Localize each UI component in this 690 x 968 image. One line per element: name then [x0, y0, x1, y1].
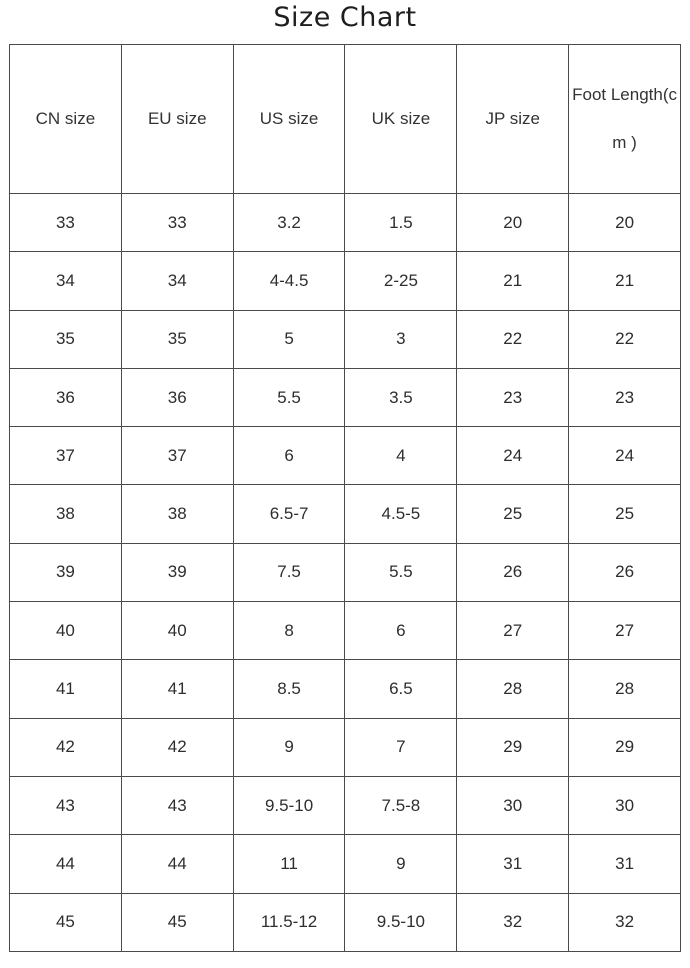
cell-foot-length: 25 [569, 485, 681, 543]
cell-us-size: 6 [233, 427, 345, 485]
cell-uk-size: 6.5 [345, 660, 457, 718]
table-row [10, 660, 681, 718]
cell-cn-size: 33 [10, 194, 122, 252]
cell-jp-size: 22 [457, 310, 569, 368]
cell-uk-size: 4 [345, 427, 457, 485]
cell-us-size: 9.5-10 [233, 776, 345, 834]
cell-foot-length: 28 [569, 660, 681, 718]
cell-foot-length: 23 [569, 368, 681, 426]
cell-foot-length: 32 [569, 893, 681, 951]
cell-us-size: 7.5 [233, 543, 345, 601]
table-row [10, 310, 681, 368]
cell-eu-size: 42 [121, 718, 233, 776]
table-header-row [10, 45, 681, 194]
cell-uk-size: 9 [345, 835, 457, 893]
cell-jp-size: 30 [457, 776, 569, 834]
cell-uk-size: 7 [345, 718, 457, 776]
cell-us-size: 11.5-12 [233, 893, 345, 951]
cell-us-size: 11 [233, 835, 345, 893]
cell-eu-size: 38 [121, 485, 233, 543]
cell-us-size: 5.5 [233, 368, 345, 426]
cell-us-size: 9 [233, 718, 345, 776]
table-body [10, 194, 681, 952]
cell-eu-size: 41 [121, 660, 233, 718]
cell-cn-size: 38 [10, 485, 122, 543]
cell-jp-size: 27 [457, 602, 569, 660]
cell-cn-size: 44 [10, 835, 122, 893]
header-us-size: US size [233, 45, 345, 194]
cell-uk-size: 1.5 [345, 194, 457, 252]
cell-cn-size: 36 [10, 368, 122, 426]
cell-foot-length: 27 [569, 602, 681, 660]
cell-eu-size: 37 [121, 427, 233, 485]
table-row [10, 485, 681, 543]
cell-cn-size: 42 [10, 718, 122, 776]
cell-foot-length: 26 [569, 543, 681, 601]
cell-cn-size: 34 [10, 252, 122, 310]
cell-jp-size: 26 [457, 543, 569, 601]
cell-cn-size: 37 [10, 427, 122, 485]
table-row [10, 543, 681, 601]
cell-cn-size: 41 [10, 660, 122, 718]
table-row [10, 427, 681, 485]
cell-cn-size: 35 [10, 310, 122, 368]
table-row [10, 835, 681, 893]
cell-foot-length: 21 [569, 252, 681, 310]
cell-eu-size: 40 [121, 602, 233, 660]
size-chart-table [9, 44, 681, 952]
cell-jp-size: 31 [457, 835, 569, 893]
header-uk-size: UK size [345, 45, 457, 194]
cell-eu-size: 39 [121, 543, 233, 601]
header-foot-length-label: Foot Length(cm ) [572, 85, 678, 152]
table-row [10, 194, 681, 252]
cell-eu-size: 33 [121, 194, 233, 252]
cell-us-size: 8.5 [233, 660, 345, 718]
cell-uk-size: 7.5-8 [345, 776, 457, 834]
cell-eu-size: 45 [121, 893, 233, 951]
cell-jp-size: 21 [457, 252, 569, 310]
header-cn-size: CN size [10, 45, 122, 194]
cell-us-size: 6.5-7 [233, 485, 345, 543]
cell-jp-size: 24 [457, 427, 569, 485]
cell-foot-length: 30 [569, 776, 681, 834]
cell-eu-size: 44 [121, 835, 233, 893]
cell-cn-size: 40 [10, 602, 122, 660]
table-row [10, 893, 681, 951]
cell-jp-size: 28 [457, 660, 569, 718]
cell-jp-size: 20 [457, 194, 569, 252]
cell-jp-size: 32 [457, 893, 569, 951]
cell-uk-size: 5.5 [345, 543, 457, 601]
cell-us-size: 4-4.5 [233, 252, 345, 310]
table-row [10, 368, 681, 426]
cell-jp-size: 25 [457, 485, 569, 543]
table-row [10, 252, 681, 310]
page-title: Size Chart [273, 2, 417, 33]
cell-uk-size: 9.5-10 [345, 893, 457, 951]
cell-uk-size: 2-25 [345, 252, 457, 310]
cell-jp-size: 29 [457, 718, 569, 776]
cell-foot-length: 22 [569, 310, 681, 368]
cell-uk-size: 6 [345, 602, 457, 660]
cell-cn-size: 43 [10, 776, 122, 834]
cell-us-size: 8 [233, 602, 345, 660]
cell-us-size: 3.2 [233, 194, 345, 252]
cell-uk-size: 3 [345, 310, 457, 368]
cell-eu-size: 43 [121, 776, 233, 834]
cell-eu-size: 35 [121, 310, 233, 368]
header-eu-size: EU size [121, 45, 233, 194]
table-row [10, 602, 681, 660]
cell-us-size: 5 [233, 310, 345, 368]
cell-uk-size: 4.5-5 [345, 485, 457, 543]
cell-foot-length: 24 [569, 427, 681, 485]
cell-jp-size: 23 [457, 368, 569, 426]
cell-cn-size: 39 [10, 543, 122, 601]
cell-foot-length: 20 [569, 194, 681, 252]
cell-uk-size: 3.5 [345, 368, 457, 426]
table-row [10, 718, 681, 776]
header-jp-size: JP size [457, 45, 569, 194]
cell-foot-length: 31 [569, 835, 681, 893]
header-foot-length [569, 45, 681, 194]
table-row [10, 776, 681, 834]
cell-eu-size: 36 [121, 368, 233, 426]
cell-foot-length: 29 [569, 718, 681, 776]
cell-eu-size: 34 [121, 252, 233, 310]
cell-cn-size: 45 [10, 893, 122, 951]
